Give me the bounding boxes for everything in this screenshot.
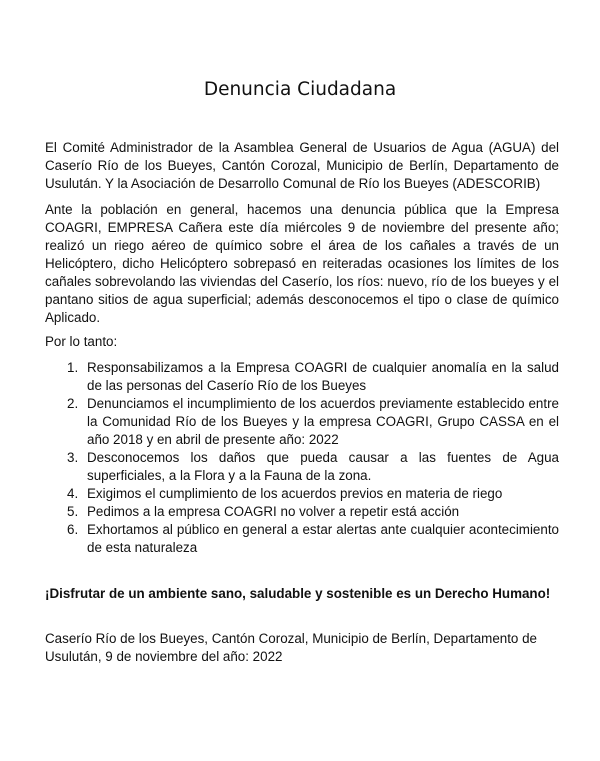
closing-paragraph: Caserío Río de los Bueyes, Cantón Corozal, Municipio de Berlín, Departamento de Usulután, 9 de noviembre del año: 2022: [45, 631, 537, 664]
list-item: 1. Responsabilizamos a la Empresa COAGRI de cualquier anomalía en la salud de las personas del Caserío Río de los Bueyes: [67, 360, 559, 393]
demands-list: [45, 359, 559, 557]
slogan-heading: ¡Disfrutar de un ambiente sano, saludable y sostenible es un Derecho Humano!: [45, 586, 551, 601]
por-lo-tanto-label: Por lo tanto:: [45, 334, 118, 349]
intro-paragraph: El Comité Administrador de la Asamblea General de Usuarios de Agua (AGUA) del Caserío Río de los Bueyes, Cantón Corozal, Municipio de Berlín, Departamento de Usulután. Y la Asociación de Desarrollo Comunal de Río los Bueyes (ADESCORIB): [45, 140, 559, 191]
list-item: 4. Exigimos el cumplimiento de los acuerdos previos en materia de riego: [67, 486, 503, 501]
list-item: 3. Desconocemos los daños que pueda causar a las fuentes de Agua superficiales, a la Flora y a la Fauna de la zona.: [67, 450, 559, 483]
document-title: Denuncia Ciudadana: [203, 79, 397, 100]
list-item: 5. Pedimos a la empresa COAGRI no volver a repetir está acción: [67, 504, 460, 519]
list-item: 6. Exhortamos al público en general a estar alertas ante cualquier acontecimiento de esta naturaleza: [67, 522, 559, 555]
denuncia-paragraph: Ante la población en general, hacemos una denuncia pública que la Empresa COAGRI, EMPRESA Cañera este día miércoles 9 de noviembre del presente año; realizó un riego aéreo de químico sobre el área de los cañales a través de un Helicóptero, dicho Helicóptero sobrepasó en reiteradas ocasiones los límites de los cañales sobrevolando las viviendas del Caserío, los ríos: nuevo, río de los bueyes y el pantano sitios de agua superficial; además desconocemos el tipo o clase de químico Aplicado.: [45, 202, 559, 325]
list-item: 2. Denunciamos el incumplimiento de los acuerdos previamente establecido entre la Comunidad Río de los Bueyes y la empresa COAGRI, Grupo CASSA en el año 2018 y en abril de presente año: 2022: [67, 396, 559, 447]
